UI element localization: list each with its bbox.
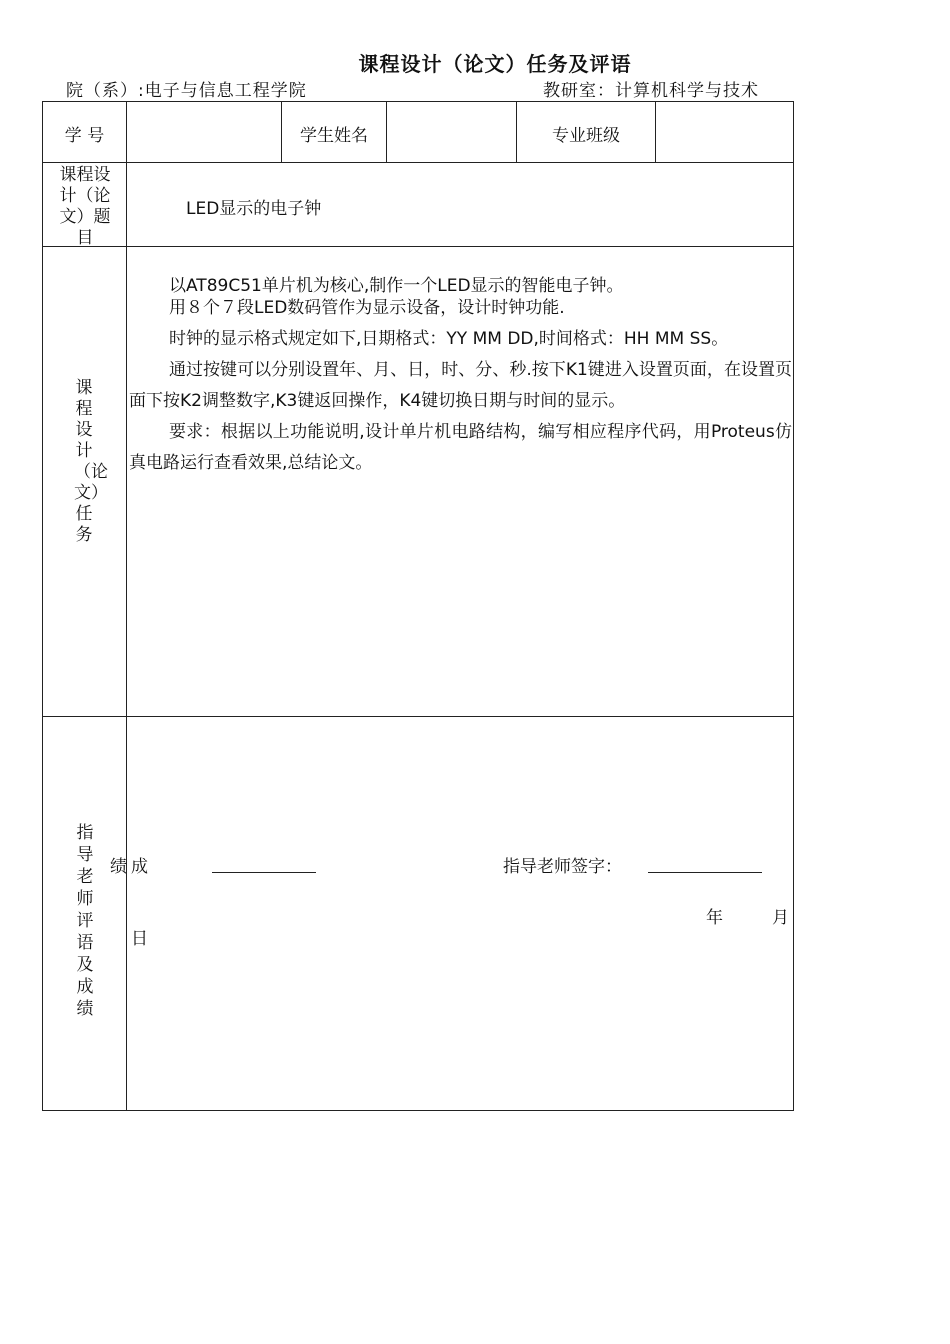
task-paragraph: 时钟的显示格式规定如下,日期格式：YY MM DD,时间格式：HH MM SS。 bbox=[169, 329, 729, 349]
student-name-field[interactable] bbox=[388, 104, 515, 160]
table-border-top bbox=[42, 101, 794, 102]
topic-label: 课程设计（论文）题目 bbox=[59, 165, 111, 248]
major-class-label: 专业班级 bbox=[552, 126, 620, 146]
table-border-left bbox=[42, 101, 43, 1111]
label-column-divider bbox=[126, 101, 127, 1111]
teaching-office-label: 教研室：计算机科学与技术 bbox=[543, 81, 759, 101]
table-border-right bbox=[793, 101, 794, 1111]
department-label: 院（系）:电子与信息工程学院 bbox=[66, 81, 307, 101]
row-divider-1 bbox=[42, 162, 794, 163]
student-id-label: 学 号 bbox=[64, 126, 105, 146]
task-description bbox=[129, 271, 792, 479]
task-paragraph: 要求：根据以上功能说明,设计单片机电路结构，编写相应程序代码，用Proteus仿真电路运行查看效果,总结论文。 bbox=[129, 422, 792, 473]
signature-blank-line[interactable] bbox=[648, 872, 762, 873]
row-divider-2 bbox=[42, 246, 794, 247]
task-paragraph: 以AT89C51单片机为核心,制作一个LED显示的智能电子钟。 bbox=[169, 276, 624, 296]
document-title: 课程设计（论文）任务及评语 bbox=[358, 52, 632, 76]
month-label: 月 bbox=[772, 908, 789, 928]
grade-blank-line[interactable] bbox=[212, 872, 316, 873]
row1-divider-d bbox=[655, 101, 656, 163]
student-id-field[interactable] bbox=[128, 104, 280, 160]
review-label: 指导老师评语及成绩 bbox=[76, 823, 94, 1019]
day-label: 日 bbox=[131, 929, 148, 949]
signature-label: 指导老师签字： bbox=[503, 857, 622, 877]
task-label: 课程设计（论文）任务 bbox=[74, 378, 108, 545]
student-name-label: 学生姓名 bbox=[300, 126, 368, 146]
year-label: 年 bbox=[706, 908, 723, 928]
grade-overlap-char: 绩 bbox=[110, 857, 127, 877]
table-border-bottom bbox=[42, 1110, 794, 1111]
row1-divider-b bbox=[386, 101, 387, 163]
task-paragraph: 用８个７段LED数码管作为显示设备，设计时钟功能. bbox=[169, 298, 565, 318]
task-paragraph: 通过按键可以分别设置年、月、日，时、分、秒.按下K1键进入设置页面，在设置页面下按K2调整数字,K3键返回操作，K4键切换日期与时间的显示。 bbox=[129, 360, 792, 411]
major-class-field[interactable] bbox=[657, 104, 792, 160]
row-divider-3 bbox=[42, 716, 794, 717]
topic-value: LED显示的电子钟 bbox=[186, 199, 322, 219]
grade-label: 成 bbox=[131, 857, 148, 877]
